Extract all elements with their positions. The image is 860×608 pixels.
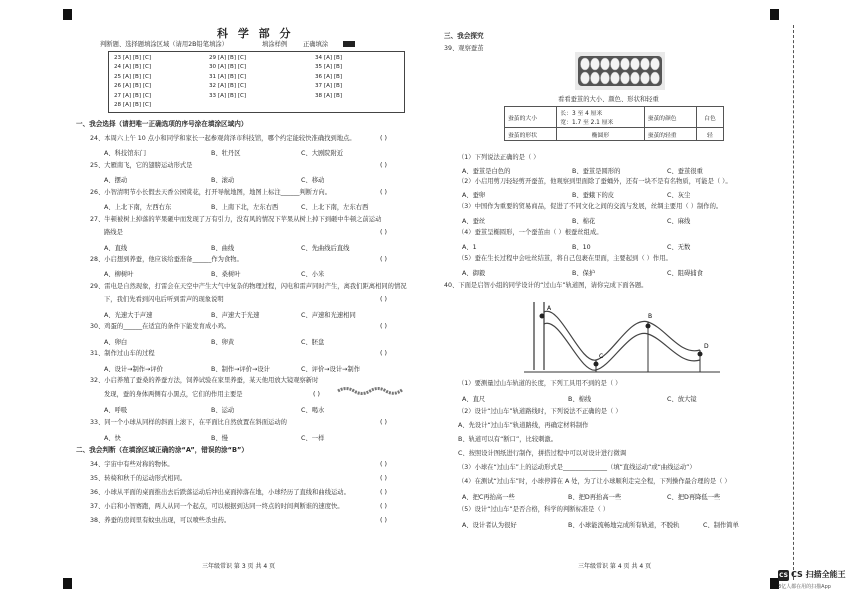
camscanner-logo-icon: CS [779, 572, 788, 579]
part-2-option-a: A、先设计“过山车”轨道路线，再确定材料制作 [458, 422, 589, 429]
option: B、蚕茧是圆形的 [572, 168, 621, 175]
cocoon [581, 58, 590, 70]
cocoon-properties-table [504, 106, 724, 141]
question-26: 26、小智清明节小长假去天香公园赏花，打开导航地图，地图上标注______判断方向。 [90, 189, 331, 196]
option: C、放大镜 [667, 396, 697, 403]
option: A、蚕茧是白色的 [462, 168, 511, 175]
section1-heading: 一、我会选择（请把唯一正确选项的序号涂在填涂区域内） [76, 120, 248, 128]
cocoon [601, 58, 610, 70]
question-28: 28、小启想到养蚕，他应该给蚕准备______作为食物。 [90, 256, 243, 263]
option: B、桑树叶 [211, 271, 241, 278]
option: A、快 [104, 435, 121, 442]
answer-paren: ( ) [380, 475, 387, 482]
answer-paren: ( ) [380, 296, 387, 303]
option: A、光速大于声速 [104, 312, 153, 319]
option: C、无数 [667, 244, 691, 251]
answer-grid [108, 51, 405, 113]
cocoon [631, 72, 640, 84]
option: A、御毅 [462, 270, 486, 277]
binding-dashed-line [793, 20, 794, 580]
option: C、大剧院附近 [301, 150, 344, 157]
point-d-label: D [704, 343, 709, 350]
question-40: 40、下面是启智小组的同学设计的“过山车”轨道图，请你完成下面各题。 [444, 282, 648, 289]
question-37: 37、小启和小智赛跑，两人从同一个起点，可以根据到达同一终点的时间判断谁的速度快。 [90, 503, 344, 510]
cocoon-photo [575, 52, 665, 90]
question-29-cont: 下，我们先看到闪电后听到雷声的现象说明 [104, 296, 224, 303]
registration-mark [63, 578, 72, 589]
answer-bubble-row: 34 [A] [B] [315, 55, 343, 61]
answer-paren: ( ) [380, 135, 387, 142]
option: A、科技馆东门 [104, 150, 147, 157]
cocoon [611, 72, 620, 84]
silkworm-image [336, 384, 404, 396]
option: B、制作→评价→设计 [211, 366, 270, 373]
option: A、把C再抬高一些 [462, 494, 515, 501]
option: A、呼吸 [104, 407, 128, 414]
option: C、声速和光速相同 [301, 312, 356, 319]
answer-bubble-row: 31 [A] [B] [C] [209, 73, 247, 80]
option: A、直线 [104, 245, 128, 252]
answer-bubble-row: 36 [A] [B] [315, 73, 343, 80]
option: A、摆动 [104, 177, 128, 184]
option: B、上南下北，左东右西 [211, 204, 279, 211]
option: B、卵黄 [211, 339, 235, 346]
part-3: （3）小球在“过山车”上的运动形式是______________（填“直线运动”或“曲线运动”） [458, 464, 696, 471]
question-24: 24、本周六上午 10 点小和同学和家长一起参观菏泽市科技馆，哪个约定能较快准确找到地点。 [90, 135, 356, 142]
table-cell: 蚕茧的轻重 [644, 128, 696, 141]
page-footer: 三年级常识 第 3 页 共 4 页 [202, 563, 276, 570]
option: C、蚕茧很重 [667, 168, 703, 175]
cocoon [621, 72, 630, 84]
option: A、蚕卵 [462, 192, 486, 199]
cocoon [611, 58, 620, 70]
cocoon [621, 58, 630, 70]
option: B、曲线 [211, 245, 235, 252]
option: B、牡丹区 [211, 150, 241, 157]
part-1: （1）要测量过山车轨道的长度，下列工具用不到的是（ ） [458, 380, 622, 387]
option: A、1 [462, 244, 477, 251]
option: A、卵白 [104, 339, 128, 346]
table-cell: 蚕茧的大小 [505, 107, 557, 128]
option: C、阻碍捕食 [667, 270, 703, 277]
question-34: 34、宇宙中有些对称的物体。 [90, 461, 174, 468]
option: C、灰尘 [667, 192, 691, 199]
option: C、上北下南，左东右西 [301, 204, 369, 211]
image-caption: 看看蚕茧的大小、颜色、形状和轻重 [558, 96, 659, 103]
table-cell [557, 107, 644, 128]
answer-paren: ( ) [380, 503, 387, 510]
answer-bubble-row: 32 [A] [B] [C] [209, 83, 247, 90]
option: A、柳树叶 [104, 271, 134, 278]
question-30: 30、鸡蛋的______在适宜的条件下能发育成小鸡。 [90, 323, 231, 330]
option: B、保护 [572, 270, 596, 277]
answer-bubble-row: 24 [A] [B] [C] [114, 64, 152, 71]
answer-bubble-row: 25 [A] [B] [C] [114, 73, 152, 80]
cocoon [631, 58, 640, 70]
answer-bubble-row: 27 [A] [B] [C] [114, 92, 152, 99]
option: A、上北下南，左西右东 [104, 204, 172, 211]
answer-bubble-row: 35 [A] [B] [315, 64, 343, 71]
option: B、慢 [211, 435, 228, 442]
answer-paren: ( ) [380, 419, 387, 426]
option: C、把D再降低一些 [667, 494, 721, 501]
option: C、喝水 [301, 407, 325, 414]
option: C、一样 [301, 435, 325, 442]
option: C、小米 [301, 271, 325, 278]
cocoon [591, 58, 600, 70]
answer-paren: ( ) [380, 461, 387, 468]
registration-mark [63, 9, 72, 20]
question-29: 29、雷电是自然现象，打雷会在天空中产生大气中复杂的物理过程，闪电和雷声同时产生，离我们距离相同的情况 [90, 283, 407, 290]
part-4: （4）在测试“过山车”时，小球停滞在 A 处，为了让小球顺利走完全程，下列操作最合理的是（ ） [458, 478, 731, 485]
filled-sample-box [343, 41, 355, 47]
part-2-option-c: C、按照设计图纸进行制作，拼搭过程中可以对设计进行微调 [458, 450, 627, 457]
answer-paren: ( ) [380, 323, 387, 330]
option: B、运动 [211, 407, 235, 414]
answer-paren: ( ) [380, 517, 387, 524]
cocoon [601, 72, 610, 84]
question-33: 33、同一个小球从同样的斜面上滚下，在平面比自然放置在斜面运动的 [90, 419, 287, 426]
table-cell: 蚕茧的形状 [505, 128, 557, 141]
answer-paren: ( ) [380, 229, 387, 236]
part-2-option-b: B、轨道可以有“断口”，比较刺激。 [458, 436, 558, 443]
table-cell: 蚕茧的颜色 [644, 107, 696, 128]
part-5: （5）设计“过山车”是否合格，科学的判断标准是（ ） [458, 506, 610, 513]
cocoon [581, 72, 590, 84]
page-footer: 三年级常识 第 4 页 共 4 页 [578, 563, 652, 570]
option: B、小球能流畅地完成所有轨道，不脱轨 [568, 522, 680, 529]
option: C、麻线 [667, 218, 691, 225]
answer-bubble-row: 28 [A] [B] [C] [114, 102, 152, 108]
cocoon [591, 72, 600, 84]
option: C、移动 [301, 177, 325, 184]
option: B、10 [572, 244, 591, 251]
part-2: （2）设计“过山车”轨道路线时，下列说法不正确的是（ ） [458, 408, 622, 415]
answer-bubble-row: 29 [A] [B] [C] [209, 55, 247, 61]
answer-paren: ( ) [313, 391, 320, 398]
section3-heading: 三、我会探究 [444, 32, 484, 40]
cocoon [651, 58, 660, 70]
option: A、蚕丝 [462, 218, 486, 225]
answer-paren: ( ) [380, 489, 387, 496]
camscanner-brand: CS 扫描全能王 [791, 570, 846, 579]
question-36: 36、小球从平面的桌面推出去后跌落运动后冲出桌面掉落在地，小球经历了直线和曲线运动。 [90, 489, 350, 496]
question-39: 39、观察蚕茧 [444, 45, 484, 52]
sub-question-2: （2）小启用剪刀轻轻剪开蚕茧，他观察到里面除了蚕蛹外，还有一块不是有名物质，可能是（ ）。 [458, 178, 732, 185]
question-32-cont: 发现，蚕的身体两侧有小黑点，它们的作用主要是 [104, 391, 243, 398]
sample-value: 正确填涂 [303, 41, 329, 48]
question-32: 32、小启养殖了蚕桑的养蚕方法，饲养试验在家里养蚕，某天他用放大镜观察新时 [90, 377, 319, 384]
answer-paren: ( ) [380, 162, 387, 169]
divider [789, 20, 794, 23]
answer-bubble-row: 33 [A] [B] [C] [209, 92, 247, 99]
cocoon [641, 58, 650, 70]
cocoon [641, 72, 650, 84]
point-b-label: B [648, 313, 653, 320]
option: A、设计者认为很好 [462, 522, 517, 529]
answer-bubble-row: 37 [A] [B] [315, 83, 343, 90]
option: C、评价→设计→制作 [301, 366, 361, 373]
question-35: 35、转椅和秋千的运动形式相同。 [90, 475, 187, 482]
roller-coaster-diagram [520, 294, 725, 374]
table-cell: 轻 [696, 128, 723, 141]
option: C、先曲线后直线 [301, 245, 350, 252]
option: A、直尺 [462, 396, 486, 403]
sub-question-1: （1）下列说法正确的是（ ） [458, 154, 540, 161]
answer-instruction: 判断题、选择题填涂区域（请用2B铅笔填涂） [100, 41, 228, 48]
answer-bubble-row: 23 [A] [B] [C] [114, 55, 152, 61]
point-a-label: A [547, 305, 552, 312]
question-27: 27、牛顿被树上掉落的苹果砸中而发现了万有引力，没有风的情况下苹果从树上掉下到砸中牛顿之前运动 [90, 216, 382, 223]
question-25: 25、大雁南飞，它的翅膀运动形式是 [90, 162, 193, 169]
camscanner-slogan: 3亿人都在用的扫描App [778, 584, 831, 590]
point-c-label: C [599, 353, 604, 360]
page-title: 科 学 部 分 [217, 27, 294, 40]
option: C、制作简单 [703, 522, 739, 529]
option: B、棉花 [572, 218, 596, 225]
answer-bubble-row: 38 [A] [B] [315, 92, 343, 99]
option: C、胚盘 [301, 339, 325, 346]
section2-heading: 二、我会判断（在填涂区域正确的涂“A”，错误的涂“B”） [76, 446, 248, 454]
option: A、设计→制作→评价 [104, 366, 163, 373]
answer-paren: ( ) [380, 256, 387, 263]
sub-question-3: （3）中国作为重要的贸易商品，促进了不同文化之间的交流与发展，丝绸主要用（ ）制作的。 [458, 203, 723, 210]
cocoon [651, 72, 660, 84]
sample-label: 填涂样例 [262, 41, 288, 48]
registration-mark [770, 9, 779, 20]
option: B、棉线 [568, 396, 592, 403]
option: B、滚动 [211, 177, 235, 184]
size-width: 宽：1.7 至 2.1 厘米 [560, 120, 614, 126]
question-27-cont: 路线是 [104, 229, 123, 236]
answer-paren: ( ) [380, 350, 387, 357]
answer-bubble-row: 26 [A] [B] [C] [114, 83, 152, 90]
sub-question-5: （5）蚕在生长过程中会吐丝结茧，将自己包裹在里面，主要起到（ ）作用。 [458, 255, 672, 262]
sub-question-4: （4）蚕茧呈椭圆形，一个蚕茧由（ ）根蚕丝组成。 [458, 229, 603, 236]
option: B、把D再抬高一些 [568, 494, 622, 501]
option: B、蚕蛾下的皮 [572, 192, 615, 199]
table-cell: 椭圆形 [557, 128, 644, 141]
option: B、声速大于光速 [211, 312, 260, 319]
question-38: 38、养蚕的房间里有蚊虫出现，可以喷些杀虫药。 [90, 517, 231, 524]
table-cell: 白色 [696, 107, 723, 128]
answer-bubble-row: 30 [A] [B] [C] [209, 64, 247, 71]
answer-paren: ( ) [380, 189, 387, 196]
question-31: 31、制作过山车的过程 [90, 350, 155, 357]
size-length: 长：3 至 4 厘米 [560, 111, 603, 117]
